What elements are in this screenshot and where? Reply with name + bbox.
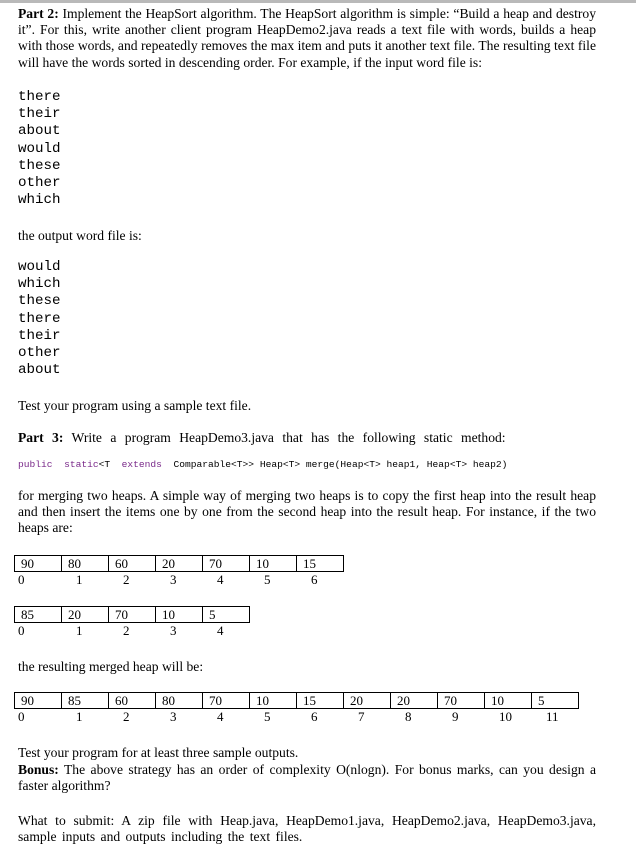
heap-cell-index: 3: [170, 572, 177, 587]
code-keyword-extends: extends: [121, 459, 162, 470]
heap-cell-value: 80: [61, 555, 109, 572]
bonus-paragraph: [18, 762, 596, 794]
heap-cell-value: 85: [14, 606, 62, 623]
heap-cell-index: 1: [76, 623, 83, 638]
heap-cell-value: 20: [155, 555, 203, 572]
code-type-param: <T: [98, 459, 111, 470]
output-word: their: [18, 327, 61, 344]
part2-intro: [18, 6, 596, 71]
output-word: which: [18, 276, 61, 293]
part3-text: Write a program HeapDemo3.java that has the following static method:: [71, 430, 506, 445]
heap-cell-value: 10: [484, 692, 532, 709]
heap-cell-value: 20: [390, 692, 438, 709]
input-word: these: [18, 157, 61, 174]
heap-cell-value: 10: [249, 692, 297, 709]
input-word: would: [18, 140, 61, 157]
part3-explain: for merging two heaps. A simple way of merging two heaps is to copy the first heap into the result heap and then insert the items one by one from the second heap into the result heap. For instance, if the two heaps are:: [18, 488, 596, 536]
part2-heading: Part 2:: [18, 6, 59, 21]
input-word: other: [18, 175, 61, 192]
submit-paragraph: What to submit: A zip file with Heap.java, HeapDemo1.java, HeapDemo2.java, HeapDemo3.java, sample inputs and outputs including the text files.: [18, 813, 596, 845]
heap-cell-value: 70: [202, 555, 250, 572]
heap-cell-value: 10: [155, 606, 203, 623]
output-word: would: [18, 259, 61, 275]
heap-cell-index: 2: [123, 709, 130, 724]
part3-heading: Part 3:: [18, 430, 64, 445]
heap-cell-index: 0: [18, 709, 25, 724]
output-label: the output word file is:: [18, 228, 142, 243]
heap-cell-index: 9: [452, 709, 459, 724]
code-keyword-public: public: [18, 459, 53, 470]
output-word: other: [18, 345, 61, 362]
input-word-list: [18, 89, 61, 209]
input-word: there: [18, 89, 61, 105]
code-signature-rest: Comparable<T>> Heap<T> merge(Heap<T> heap1, Heap<T> heap2): [173, 459, 508, 470]
part2-test-line: Test your program using a sample text file.: [18, 398, 252, 413]
heap-cell-index: 6: [311, 572, 318, 587]
output-word: these: [18, 293, 61, 310]
heap-cell-index: 5: [264, 572, 271, 587]
output-word: there: [18, 310, 61, 327]
heap-cell-value: 20: [343, 692, 391, 709]
heap-cell-value: 70: [108, 606, 156, 623]
heap-cell-index: 3: [170, 623, 177, 638]
heap-cell-index: 4: [217, 709, 224, 724]
heap-cell-value: 90: [14, 555, 62, 572]
heap-cell-index: 2: [123, 623, 130, 638]
heap-cell-index: 4: [217, 623, 224, 638]
heap-cell-value: 15: [296, 692, 344, 709]
heap-cell-index: 4: [217, 572, 224, 587]
heap-cell-value: 15: [296, 555, 344, 572]
heap-cell-value: 10: [249, 555, 297, 572]
merged-label: the resulting merged heap will be:: [18, 659, 204, 674]
code-keyword-static: static: [64, 459, 99, 470]
input-word: which: [18, 192, 61, 209]
heap-cell-index: 1: [76, 709, 83, 724]
output-word: about: [18, 362, 61, 379]
heap-cell-index: 2: [123, 572, 130, 587]
heap-cell-value: 5: [202, 606, 250, 623]
heap-cell-index: 6: [311, 709, 318, 724]
heap-cell-value: 60: [108, 555, 156, 572]
heap-cell-index: 0: [18, 572, 25, 587]
input-word: their: [18, 106, 61, 123]
heap-cell-index: 7: [358, 709, 365, 724]
heap-cell-index: 1: [76, 572, 83, 587]
part3-test-line: Test your program for at least three sample outputs.: [18, 745, 299, 760]
top-rule: [0, 0, 636, 3]
heap-cell-value: 60: [108, 692, 156, 709]
heap-cell-value: 85: [61, 692, 109, 709]
heap-cell-value: 20: [61, 606, 109, 623]
heap-cell-value: 90: [14, 692, 62, 709]
heap-cell-value: 70: [437, 692, 485, 709]
heap-cell-index: 10: [499, 709, 512, 724]
heap-cell-value: 80: [155, 692, 203, 709]
heap-cell-index: 8: [405, 709, 412, 724]
bonus-label: Bonus:: [18, 762, 59, 777]
input-word: about: [18, 123, 61, 140]
part3-intro: [18, 430, 596, 446]
heap-cell-value: 70: [202, 692, 250, 709]
output-word-list: [18, 259, 61, 379]
part2-text: Implement the HeapSort algorithm. The HeapSort algorithm is simple: “Build a heap and destroy it”. For this, write another client program HeapDemo2.java reads a text file with words, builds a heap with those words, and repeatedly removes the max item and puts it another text file. The resulting text file will have the words sorted in descending order. For example, if the input word file is:: [18, 6, 596, 70]
bonus-text: The above strategy has an order of complexity O(nlogn). For bonus marks, can you design a faster algorithm?: [18, 762, 596, 794]
heap-cell-value: 5: [531, 692, 579, 709]
heap-cell-index: 5: [264, 709, 271, 724]
heap-cell-index: 0: [18, 623, 25, 638]
heap-cell-index: 3: [170, 709, 177, 724]
heap-cell-index: 11: [546, 709, 559, 724]
merge-method-signature: [18, 459, 507, 470]
